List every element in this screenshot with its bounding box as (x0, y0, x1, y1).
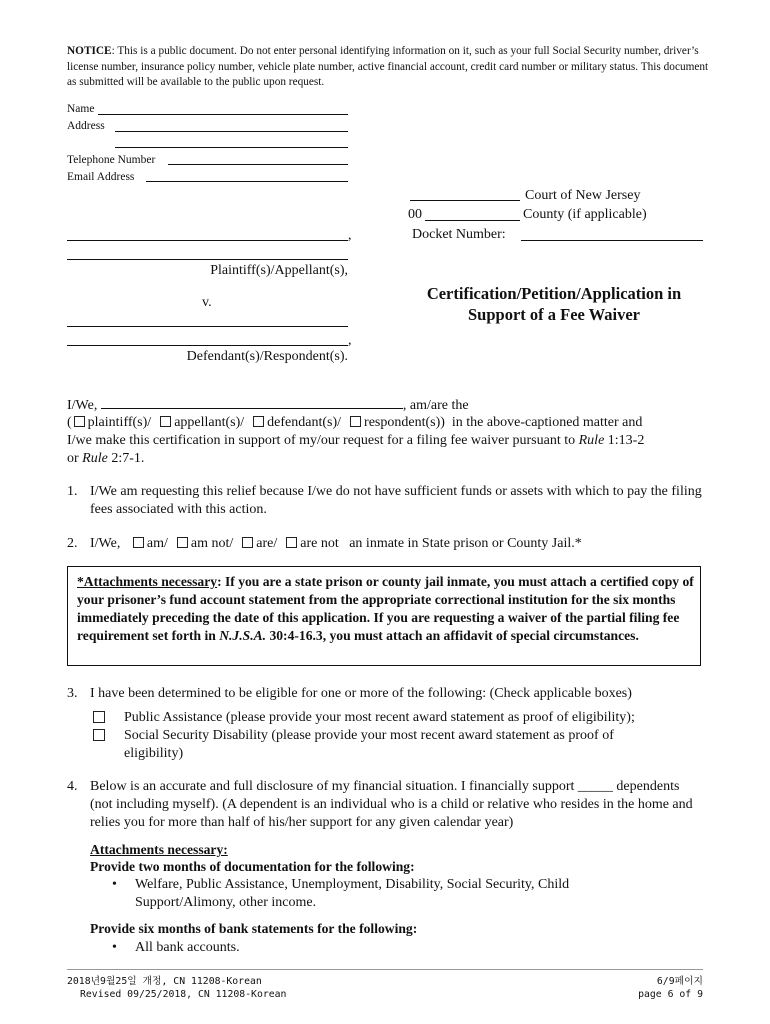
item4-text-a: Below is an accurate and full disclosure of my financial situation. I financially support (90, 779, 575, 794)
respondent-option-label: respondent(s)) (364, 415, 445, 430)
court-name-field[interactable] (410, 200, 520, 201)
item4-text (90, 778, 702, 832)
form-title-line2: Support of a Fee Waiver (467, 305, 641, 324)
intro-or: or (67, 451, 83, 466)
versus-label: v. (202, 295, 212, 310)
item3-number: 3. (67, 686, 78, 701)
address-field-line2[interactable] (115, 147, 348, 148)
item3-text: I have been determined to be eligible for one or more of the following: (Check applicable boxes) (90, 686, 632, 701)
telephone-field[interactable] (168, 164, 348, 165)
bullet-icon: • (112, 940, 117, 955)
notice-label: NOTICE (67, 45, 112, 57)
address-field-line1[interactable] (115, 131, 348, 132)
plaintiff-label: Plaintiff(s)/Appellant(s), (210, 263, 348, 278)
two-months-item: Welfare, Public Assistance, Unemployment, Disability, Social Security, Child Support/Alimony, other income. (135, 877, 570, 910)
footer-page-english: page 6 of 9 (638, 989, 703, 1000)
attachments-notice-box (67, 566, 701, 666)
six-months-heading: Provide six months of bank statements for the following: (90, 921, 418, 936)
court-label: Court of New Jersey (525, 188, 641, 203)
plaintiff-name-field[interactable] (67, 240, 348, 241)
telephone-label: Telephone Number (67, 154, 156, 166)
am-not-label: am not/ (190, 536, 234, 551)
paren-open: ( (67, 415, 72, 430)
defendant-name-field[interactable] (67, 326, 348, 327)
intro-line1 (67, 396, 699, 415)
statute-ref: N.J.S.A. (219, 628, 267, 643)
address-label: Address (67, 120, 105, 132)
plaintiff-comma: , (348, 228, 352, 243)
plaintiff-option-label: plaintiff(s)/ (87, 415, 152, 430)
appellant-option-label: appellant(s)/ (174, 415, 245, 430)
item2-number: 2. (67, 536, 78, 551)
rule-ref-1: Rule (578, 433, 605, 448)
docket-field[interactable] (521, 240, 703, 241)
plaintiff-checkbox[interactable] (74, 416, 85, 427)
six-months-item: All bank accounts. (135, 940, 240, 955)
form-title (404, 283, 704, 325)
item2-text (90, 535, 702, 553)
intro-line3 (67, 432, 699, 450)
respondent-checkbox[interactable] (350, 416, 361, 427)
attachments-text2: 30:4-16.3, you must attach an affidavit of special circumstances. (266, 628, 639, 643)
are-checkbox[interactable] (242, 537, 253, 548)
plaintiff-name-field-2[interactable] (67, 259, 348, 260)
item4-number: 4. (67, 779, 78, 794)
county-field[interactable] (425, 220, 520, 221)
intro-line4 (67, 450, 699, 468)
am-not-checkbox[interactable] (177, 537, 188, 548)
rule-ref-2: Rule (82, 451, 108, 466)
footer-divider (67, 969, 703, 970)
footer-page-korean: 6/9페이지 (656, 976, 703, 987)
intro-amare: , am/are the (402, 398, 469, 413)
name-field[interactable] (98, 114, 348, 115)
am-checkbox[interactable] (133, 537, 144, 548)
ssd-label: Social Security Disability (please provide your most recent award statement as proof of eligibility) (124, 728, 614, 761)
defendant-name-field-2[interactable] (67, 345, 348, 346)
intro-line2 (67, 414, 699, 432)
appellant-checkbox[interactable] (160, 416, 171, 427)
are-label: are/ (256, 536, 278, 551)
applicant-name-field[interactable] (101, 396, 403, 409)
public-assistance-label: Public Assistance (please provide your most recent award statement as proof of eligibility); (124, 710, 635, 725)
attachments-heading: *Attachments necessary (77, 574, 218, 589)
footer-left-korean: 2018년9월25일 개정, CN 11208-Korean (67, 976, 262, 987)
email-field[interactable] (146, 181, 348, 182)
county-prefix: 00 (408, 207, 422, 222)
are-not-checkbox[interactable] (286, 537, 297, 548)
rule-number-1: 1:13-2 (604, 433, 645, 448)
intro-iwe: I/We, (67, 398, 98, 413)
docket-label: Docket Number: (412, 227, 506, 242)
form-title-line1: Certification/Petition/Application in (426, 284, 682, 303)
name-label: Name (67, 103, 95, 115)
dependents-count-field[interactable]: _____ (577, 779, 613, 794)
rule-number-2: 2:7-1. (107, 451, 145, 466)
defendant-comma: , (348, 333, 352, 348)
footer-left-english: Revised 09/25/2018, CN 11208-Korean (80, 989, 287, 1000)
are-not-label: are not (300, 536, 339, 551)
intro-line3-text: I/we make this certification in support of my/our request for a filing fee waiver pursuant to (67, 433, 579, 448)
item2-rest: an inmate in State prison or County Jail.* (349, 536, 582, 551)
item1-text: I/We am requesting this relief because I/we do not have sufficient funds or assets with which to pay the filing fees associated with this action. (90, 484, 702, 517)
item1-number: 1. (67, 484, 78, 499)
two-months-heading: Provide two months of documentation for the following: (90, 859, 415, 874)
item4-text-b: dependents (not including myself). (A dependent is an individual who is a child or relative who resides in the home and relies you for more than half of his/her support for any given calendar year) (90, 779, 693, 830)
email-label: Email Address (67, 171, 135, 183)
defendant-checkbox[interactable] (253, 416, 264, 427)
public-assistance-checkbox[interactable] (93, 711, 105, 723)
notice-paragraph (67, 44, 715, 91)
item2-iwe: I/We, (90, 536, 121, 551)
item4-attach-heading: Attachments necessary: (90, 842, 228, 857)
defendant-label: Defendant(s)/Respondent(s). (186, 349, 348, 364)
am-label: am/ (146, 536, 168, 551)
intro-rest: in the above-captioned matter and (451, 415, 643, 430)
county-label: County (if applicable) (523, 207, 647, 222)
attachments-text1: : If you are a state prison or county jail inmate, you must attach a certified copy of your prisoner’s fund account statement from the appropriate correctional institution for the six months immediately preceding the date of this application. If you are requesting a waiver of the partial filing fee requirement set forth in (77, 574, 694, 643)
ssd-checkbox[interactable] (93, 729, 105, 741)
bullet-icon: • (112, 877, 117, 892)
notice-text: : This is a public document. Do not enter personal identifying information on it, such as your full Social Security number, driver’s license number, insurance policy number, vehicle plate number, active financial account, credit card number or military status. This document as submitted will be available to the public upon request. (67, 45, 709, 88)
defendant-option-label: defendant(s)/ (267, 415, 342, 430)
